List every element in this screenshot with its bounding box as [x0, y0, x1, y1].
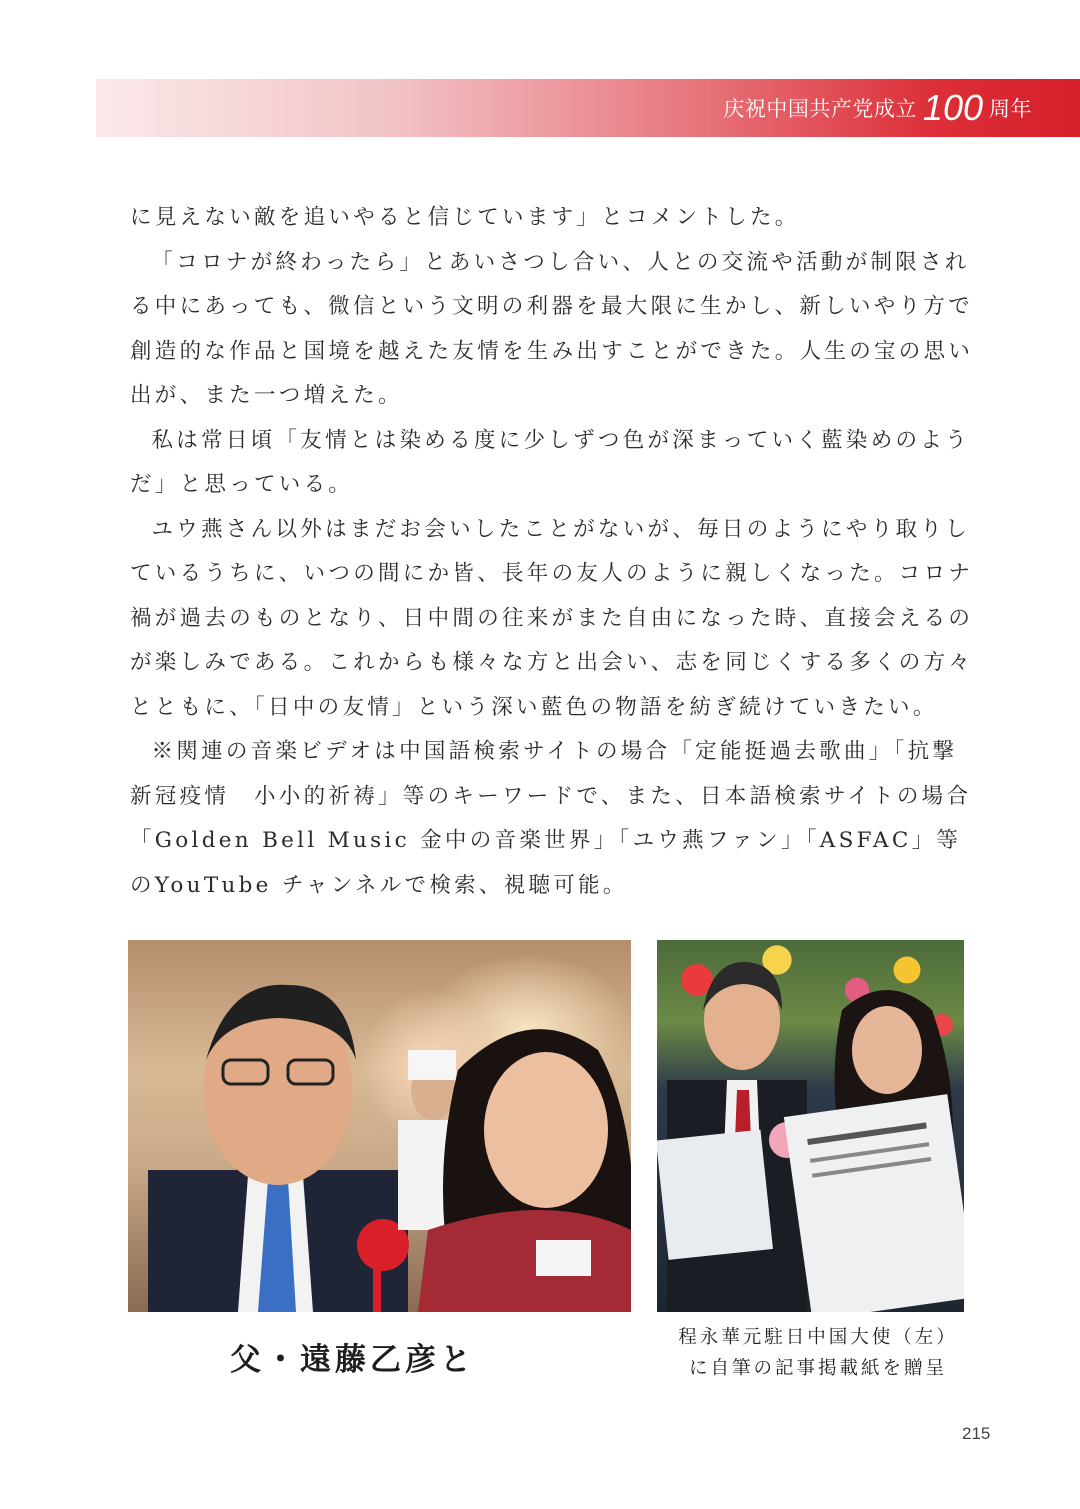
paragraph: ※関連の音楽ビデオは中国語検索サイトの場合「定能挺過去歌曲」「抗撃新冠疫情 小小的祈祷」等のキーワードで、また、日本語検索サイトの場合「Golden Bell Music 金中の音楽世界」「ユウ燕ファン」「ASFAC」等のYouTube チャンネルで検索、視聴可能。	[130, 739, 972, 898]
caption-right	[668, 1322, 968, 1384]
caption-left: 父・遠藤乙彦と	[230, 1342, 475, 1378]
header-number: 100	[922, 87, 983, 128]
header-title	[723, 79, 1032, 137]
paragraph: ユウ燕さん以外はまだお会いしたことがないが、毎日のようにやり取りしているうちに、いつの間にか皆、長年の友人のように親しくなった。コロナ禍が過去のものとなり、日中間の往来がまた自由になった時、直接会えるのが楽しみである。これからも様々な方と出会い、志を同じくする多くの方々とともに、「日中の友情」という深い藍色の物語を紡ぎ続けていきたい。	[130, 516, 974, 720]
caption-right-line1: 程永華元駐日中国大使（左）	[678, 1327, 958, 1348]
header-suffix: 周年	[989, 97, 1032, 121]
paragraph: に見えない敵を追いやると信じています」とコメントした。	[130, 205, 800, 230]
photo-left-illustration	[128, 940, 631, 1312]
photo-with-father	[128, 940, 631, 1312]
paragraph: 私は常日頃「友情とは染める度に少しずつ色が深まっていく藍染めのようだ」と思っている。	[130, 427, 970, 497]
page-number: 215	[962, 1424, 991, 1443]
header-prefix: 庆祝中国共产党成立	[723, 97, 917, 121]
paragraph: 「コロナが終わったら」とあいさつし合い、人との交流や活動が制限される中にあっても、微信という文明の利器を最大限に生かし、新しいやり方で創造的な作品と国境を越えた友情を生み出すことができた。人生の宝の思い出が、また一つ増えた。	[130, 249, 974, 408]
caption-right-line2: に自筆の記事掲載紙を贈呈	[688, 1358, 947, 1379]
photo-right-illustration	[657, 940, 964, 1312]
body-text	[130, 196, 975, 908]
header-band	[96, 79, 1080, 137]
photo-with-ambassador	[657, 940, 964, 1312]
